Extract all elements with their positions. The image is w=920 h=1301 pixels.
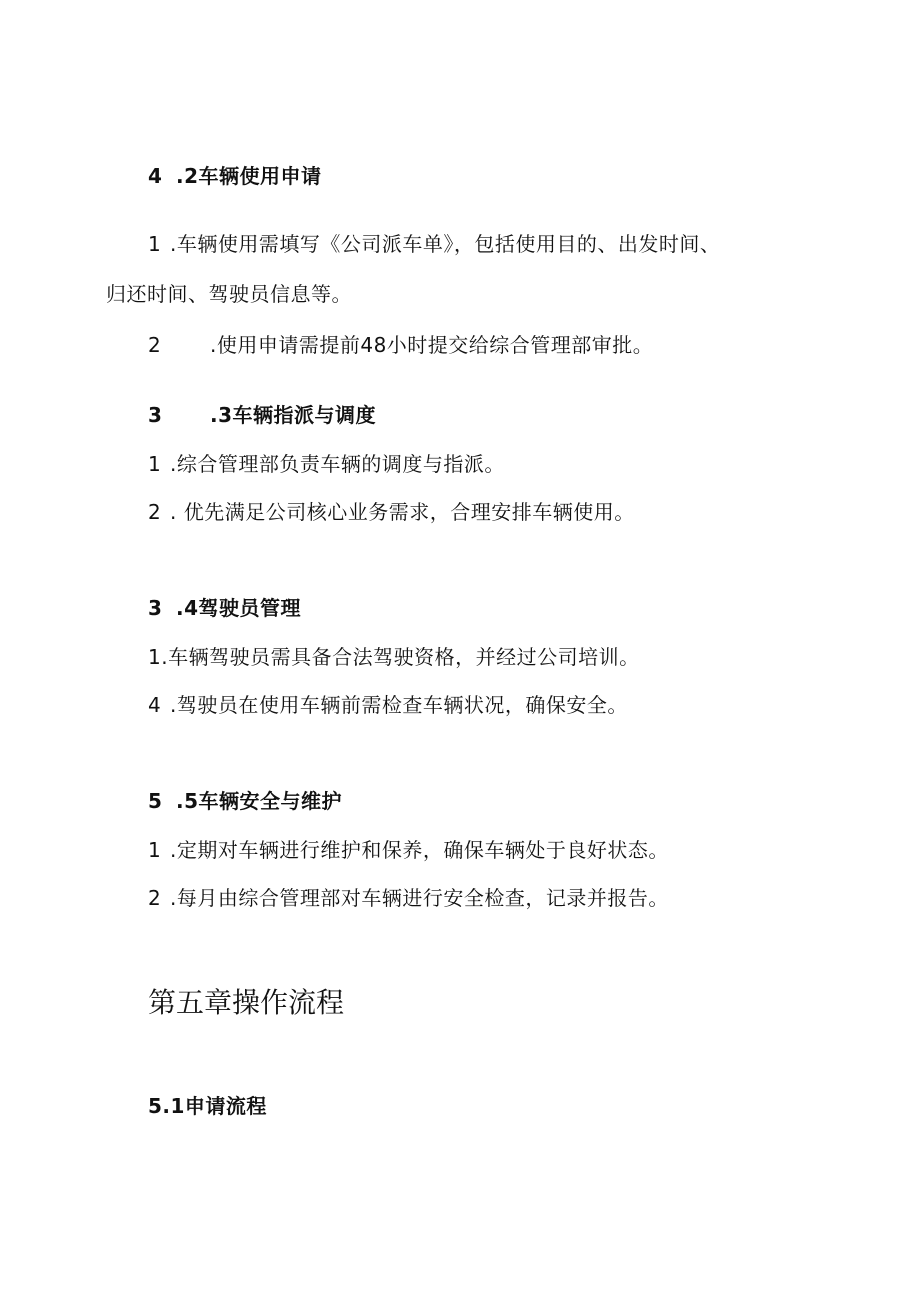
item-text: . 优先满足公司核心业务需求，合理安排车辆使用。 <box>170 500 635 524</box>
section-title: .2车辆使用申请 <box>176 164 322 188</box>
item-text: .综合管理部负责车辆的调度与指派。 <box>170 452 505 476</box>
section-number: 4 <box>148 164 163 188</box>
section-heading-4-3 <box>148 401 376 429</box>
item-number: 1 <box>148 452 162 476</box>
list-item-4-3-2 <box>148 498 635 526</box>
item-text: .驾驶员在使用车辆前需检查车辆状况，确保安全。 <box>170 693 628 717</box>
item-text: 1.车辆驾驶员需具备合法驾驶资格，并经过公司培训。 <box>148 645 640 669</box>
section-number: 3 <box>148 403 163 427</box>
section-title: .5车辆安全与维护 <box>176 789 343 813</box>
item-text: .车辆使用需填写《公司派车单》，包括使用目的、出发时间、 <box>170 232 721 256</box>
item-number: 2 <box>148 886 162 910</box>
item-text: .定期对车辆进行维护和保养，确保车辆处于良好状态。 <box>170 838 669 862</box>
list-item-4-2-1-continuation <box>106 280 352 308</box>
item-number: 2 <box>148 500 162 524</box>
list-item-4-2-2 <box>148 331 653 359</box>
subsection-heading-5-1: 5.1申请流程 <box>148 1094 267 1118</box>
item-number: 4 <box>148 693 162 717</box>
list-item-4-4-1 <box>148 643 640 671</box>
section-heading-4-4 <box>148 594 301 622</box>
section-heading-4-2 <box>148 162 322 190</box>
list-item-4-5-1 <box>148 836 669 864</box>
list-item-4-5-2 <box>148 884 669 912</box>
list-item-4-3-1 <box>148 450 505 478</box>
item-text-continuation: 归还时间、驾驶员信息等。 <box>106 282 352 306</box>
item-number: 2 <box>148 333 162 357</box>
list-item-4-4-2 <box>148 691 628 719</box>
item-number: 1 <box>148 232 162 256</box>
item-number: 1 <box>148 838 162 862</box>
item-text: .使用申请需提前48小时提交给综合管理部审批。 <box>210 333 654 357</box>
section-heading-4-5 <box>148 787 342 815</box>
chapter-title: 第五章操作流程 <box>148 986 345 1019</box>
section-number: 3 <box>148 596 163 620</box>
section-title: .3车辆指派与调度 <box>210 403 377 427</box>
item-text: .每月由综合管理部对车辆进行安全检查，记录并报告。 <box>170 886 669 910</box>
list-item-4-2-1 <box>148 230 720 258</box>
section-title: .4驾驶员管理 <box>176 596 302 620</box>
section-number: 5 <box>148 789 163 813</box>
